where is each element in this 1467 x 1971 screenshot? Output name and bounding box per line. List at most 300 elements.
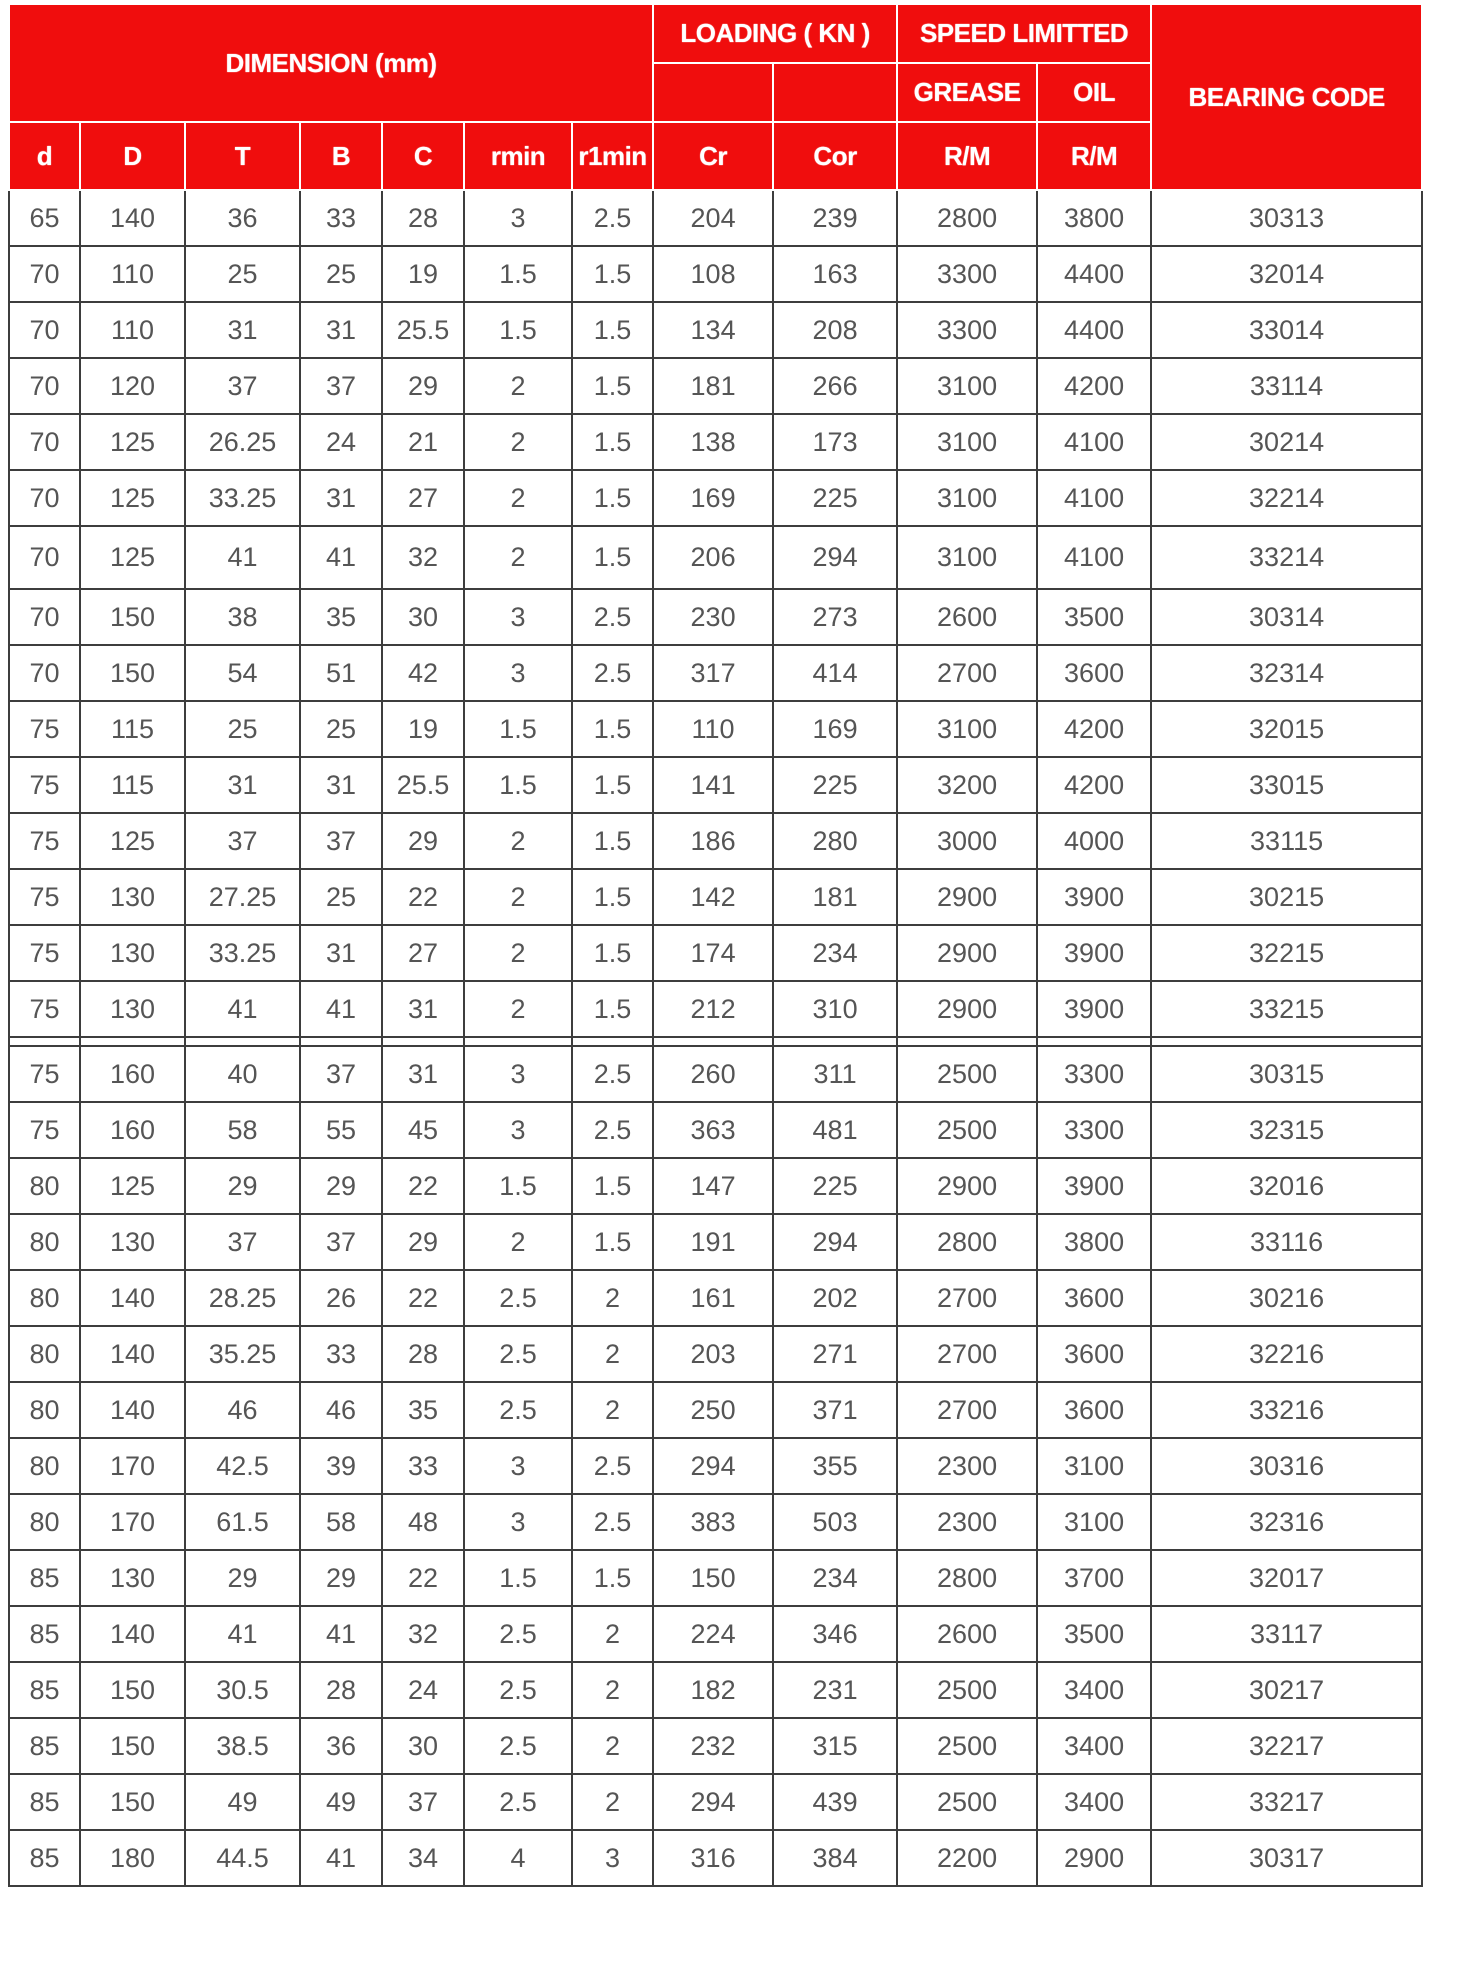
cell-d: 85: [9, 1662, 80, 1718]
cell-T: 29: [185, 1550, 300, 1606]
cell-T: 29: [185, 1158, 300, 1214]
cell-r1min: 1.5: [572, 1214, 653, 1270]
cell-cr: 212: [653, 981, 773, 1037]
cell-D: 130: [80, 869, 185, 925]
cell-cr: 161: [653, 1270, 773, 1326]
cell-B: 55: [300, 1102, 382, 1158]
cell-bearing-code: 30216: [1151, 1270, 1422, 1326]
cell-C: 32: [382, 1606, 464, 1662]
cell-B: 37: [300, 1214, 382, 1270]
cell-oil-rm: 3100: [1037, 1494, 1151, 1550]
cell-r1min: 2.5: [572, 1102, 653, 1158]
cell-d: 85: [9, 1830, 80, 1886]
cell-oil-rm: 3700: [1037, 1550, 1151, 1606]
col-header-T: T: [185, 122, 300, 190]
cell-B: 41: [300, 1606, 382, 1662]
cell-r1min: 1.5: [572, 1158, 653, 1214]
col-header-oil-rm: R/M: [1037, 122, 1151, 190]
cell-oil-rm: 4200: [1037, 757, 1151, 813]
cell-D: 140: [80, 1270, 185, 1326]
cell-cor: 355: [773, 1438, 897, 1494]
cell-r1min: 2.5: [572, 1438, 653, 1494]
cell-grease-rm: 2900: [897, 925, 1037, 981]
table-row: [9, 1158, 1422, 1214]
table-row: [9, 190, 1422, 246]
cell-B: 41: [300, 981, 382, 1037]
cell-grease-rm: 3100: [897, 701, 1037, 757]
cell-d: 80: [9, 1382, 80, 1438]
col-header-grease-rm: R/M: [897, 122, 1037, 190]
cell-D: 180: [80, 1830, 185, 1886]
cell-cr: 294: [653, 1774, 773, 1830]
cell-oil-rm: 3600: [1037, 645, 1151, 701]
cell-cr: 181: [653, 358, 773, 414]
separator-cell: [897, 1037, 1037, 1046]
cell-oil-rm: 3600: [1037, 1382, 1151, 1438]
cell-rmin: 1.5: [464, 246, 572, 302]
cell-cr: 363: [653, 1102, 773, 1158]
cell-grease-rm: 3100: [897, 414, 1037, 470]
cell-cr: 250: [653, 1382, 773, 1438]
table-row: [9, 1214, 1422, 1270]
cell-bearing-code: 30314: [1151, 589, 1422, 645]
cell-grease-rm: 2500: [897, 1102, 1037, 1158]
cell-cr: 134: [653, 302, 773, 358]
loading-cr-blank: [653, 63, 773, 122]
cell-d: 70: [9, 589, 80, 645]
cell-r1min: 2.5: [572, 190, 653, 246]
cell-grease-rm: 2900: [897, 1158, 1037, 1214]
cell-cr: 317: [653, 645, 773, 701]
cell-cor: 181: [773, 869, 897, 925]
cell-D: 125: [80, 1158, 185, 1214]
cell-D: 120: [80, 358, 185, 414]
cell-bearing-code: 32017: [1151, 1550, 1422, 1606]
cell-d: 80: [9, 1326, 80, 1382]
cell-bearing-code: 32215: [1151, 925, 1422, 981]
cell-d: 85: [9, 1774, 80, 1830]
cell-cor: 169: [773, 701, 897, 757]
table-row: [9, 1270, 1422, 1326]
table-row: [9, 1382, 1422, 1438]
cell-oil-rm: 3800: [1037, 1214, 1151, 1270]
cell-T: 54: [185, 645, 300, 701]
cell-grease-rm: 2800: [897, 1214, 1037, 1270]
cell-d: 70: [9, 246, 80, 302]
cell-d: 80: [9, 1438, 80, 1494]
cell-bearing-code: 33117: [1151, 1606, 1422, 1662]
table-row: [9, 358, 1422, 414]
cell-rmin: 3: [464, 1438, 572, 1494]
cell-oil-rm: 4200: [1037, 701, 1151, 757]
cell-T: 36: [185, 190, 300, 246]
cell-cr: 294: [653, 1438, 773, 1494]
cell-bearing-code: 32016: [1151, 1158, 1422, 1214]
cell-grease-rm: 3100: [897, 470, 1037, 526]
cell-oil-rm: 3100: [1037, 1438, 1151, 1494]
cell-D: 130: [80, 1214, 185, 1270]
cell-rmin: 3: [464, 190, 572, 246]
cell-B: 33: [300, 190, 382, 246]
cell-d: 75: [9, 757, 80, 813]
cell-d: 75: [9, 813, 80, 869]
cell-r1min: 2: [572, 1662, 653, 1718]
cell-oil-rm: 2900: [1037, 1830, 1151, 1886]
cell-cr: 174: [653, 925, 773, 981]
cell-oil-rm: 3900: [1037, 1158, 1151, 1214]
separator-cell: [773, 1037, 897, 1046]
cell-oil-rm: 4100: [1037, 470, 1151, 526]
cell-oil-rm: 3500: [1037, 589, 1151, 645]
cell-D: 130: [80, 981, 185, 1037]
cell-grease-rm: 3300: [897, 302, 1037, 358]
cell-C: 22: [382, 1158, 464, 1214]
cell-B: 41: [300, 526, 382, 589]
cell-bearing-code: 30217: [1151, 1662, 1422, 1718]
cell-cor: 384: [773, 1830, 897, 1886]
cell-C: 27: [382, 925, 464, 981]
cell-D: 110: [80, 302, 185, 358]
table-row: [9, 1662, 1422, 1718]
cell-T: 37: [185, 1214, 300, 1270]
cell-cor: 315: [773, 1718, 897, 1774]
cell-T: 44.5: [185, 1830, 300, 1886]
cell-cr: 203: [653, 1326, 773, 1382]
cell-cor: 294: [773, 526, 897, 589]
cell-r1min: 1.5: [572, 358, 653, 414]
table-row: [9, 925, 1422, 981]
cell-grease-rm: 2800: [897, 190, 1037, 246]
cell-B: 37: [300, 813, 382, 869]
separator-cell: [653, 1037, 773, 1046]
cell-cor: 371: [773, 1382, 897, 1438]
grease-header: GREASE: [897, 63, 1037, 122]
cell-oil-rm: 3800: [1037, 190, 1151, 246]
cell-cr: 186: [653, 813, 773, 869]
separator-cell: [9, 1037, 80, 1046]
cell-cor: 271: [773, 1326, 897, 1382]
bearing-code-header: BEARING CODE: [1151, 4, 1422, 190]
cell-D: 150: [80, 645, 185, 701]
cell-cr: 191: [653, 1214, 773, 1270]
cell-C: 48: [382, 1494, 464, 1550]
cell-oil-rm: 4400: [1037, 302, 1151, 358]
cell-T: 41: [185, 526, 300, 589]
cell-rmin: 1.5: [464, 1158, 572, 1214]
cell-bearing-code: 33216: [1151, 1382, 1422, 1438]
cell-oil-rm: 4000: [1037, 813, 1151, 869]
cell-T: 46: [185, 1382, 300, 1438]
cell-C: 24: [382, 1662, 464, 1718]
cell-rmin: 2.5: [464, 1718, 572, 1774]
cell-d: 75: [9, 701, 80, 757]
table-row: [9, 1326, 1422, 1382]
cell-oil-rm: 3400: [1037, 1774, 1151, 1830]
cell-C: 22: [382, 1550, 464, 1606]
cell-B: 51: [300, 645, 382, 701]
cell-oil-rm: 4200: [1037, 358, 1151, 414]
cell-grease-rm: 2300: [897, 1438, 1037, 1494]
cell-T: 61.5: [185, 1494, 300, 1550]
cell-T: 31: [185, 302, 300, 358]
cell-T: 41: [185, 981, 300, 1037]
cell-r1min: 2: [572, 1774, 653, 1830]
cell-D: 170: [80, 1494, 185, 1550]
table-row: [9, 813, 1422, 869]
cell-D: 150: [80, 1718, 185, 1774]
cell-T: 33.25: [185, 470, 300, 526]
cell-B: 39: [300, 1438, 382, 1494]
table-row: [9, 414, 1422, 470]
cell-T: 37: [185, 813, 300, 869]
cell-rmin: 2: [464, 414, 572, 470]
separator-cell: [80, 1037, 185, 1046]
cell-bearing-code: 30316: [1151, 1438, 1422, 1494]
cell-r1min: 1.5: [572, 869, 653, 925]
col-header-d: d: [9, 122, 80, 190]
cell-cr: 142: [653, 869, 773, 925]
cell-cor: 294: [773, 1214, 897, 1270]
cell-D: 140: [80, 1326, 185, 1382]
cell-rmin: 1.5: [464, 701, 572, 757]
cell-r1min: 1.5: [572, 925, 653, 981]
table-row: [9, 1550, 1422, 1606]
cell-C: 30: [382, 1718, 464, 1774]
cell-grease-rm: 3100: [897, 358, 1037, 414]
cell-cor: 234: [773, 925, 897, 981]
cell-cr: 316: [653, 1830, 773, 1886]
cell-bearing-code: 33115: [1151, 813, 1422, 869]
cell-T: 25: [185, 246, 300, 302]
cell-rmin: 2.5: [464, 1606, 572, 1662]
cell-d: 80: [9, 1270, 80, 1326]
cell-T: 42.5: [185, 1438, 300, 1494]
table-row: [9, 701, 1422, 757]
cell-rmin: 3: [464, 589, 572, 645]
cell-cr: 138: [653, 414, 773, 470]
cell-D: 160: [80, 1046, 185, 1102]
cell-cr: 147: [653, 1158, 773, 1214]
cell-cor: 173: [773, 414, 897, 470]
cell-cr: 150: [653, 1550, 773, 1606]
cell-B: 36: [300, 1718, 382, 1774]
cell-cor: 481: [773, 1102, 897, 1158]
cell-grease-rm: 3200: [897, 757, 1037, 813]
table-row: [9, 645, 1422, 701]
cell-rmin: 2.5: [464, 1382, 572, 1438]
cell-r1min: 1.5: [572, 414, 653, 470]
cell-D: 140: [80, 190, 185, 246]
cell-grease-rm: 2700: [897, 1326, 1037, 1382]
cell-bearing-code: 30315: [1151, 1046, 1422, 1102]
cell-rmin: 3: [464, 1494, 572, 1550]
cell-grease-rm: 2700: [897, 645, 1037, 701]
cell-D: 125: [80, 526, 185, 589]
cell-r1min: 1.5: [572, 981, 653, 1037]
cell-cor: 202: [773, 1270, 897, 1326]
cell-grease-rm: 2500: [897, 1718, 1037, 1774]
cell-r1min: 1.5: [572, 246, 653, 302]
cell-d: 80: [9, 1494, 80, 1550]
table-row: [9, 589, 1422, 645]
cell-B: 25: [300, 869, 382, 925]
separator-cell: [464, 1037, 572, 1046]
cell-bearing-code: 32217: [1151, 1718, 1422, 1774]
cell-grease-rm: 2700: [897, 1270, 1037, 1326]
cell-cor: 310: [773, 981, 897, 1037]
cell-T: 27.25: [185, 869, 300, 925]
separator-cell: [382, 1037, 464, 1046]
separator-cell: [572, 1037, 653, 1046]
cell-cr: 141: [653, 757, 773, 813]
cell-rmin: 2: [464, 358, 572, 414]
cell-D: 170: [80, 1438, 185, 1494]
cell-cor: 231: [773, 1662, 897, 1718]
cell-cor: 239: [773, 190, 897, 246]
cell-d: 75: [9, 981, 80, 1037]
cell-r1min: 1.5: [572, 757, 653, 813]
table-row: [9, 1494, 1422, 1550]
cell-T: 49: [185, 1774, 300, 1830]
cell-D: 150: [80, 1774, 185, 1830]
cell-d: 65: [9, 190, 80, 246]
cell-oil-rm: 4100: [1037, 526, 1151, 589]
cell-C: 33: [382, 1438, 464, 1494]
col-header-cr: Cr: [653, 122, 773, 190]
cell-rmin: 4: [464, 1830, 572, 1886]
cell-B: 49: [300, 1774, 382, 1830]
cell-bearing-code: 33114: [1151, 358, 1422, 414]
cell-bearing-code: 30317: [1151, 1830, 1422, 1886]
cell-rmin: 2: [464, 925, 572, 981]
cell-C: 37: [382, 1774, 464, 1830]
cell-bearing-code: 30214: [1151, 414, 1422, 470]
cell-D: 125: [80, 470, 185, 526]
cell-C: 31: [382, 981, 464, 1037]
cell-oil-rm: 4400: [1037, 246, 1151, 302]
cell-B: 28: [300, 1662, 382, 1718]
cell-rmin: 3: [464, 645, 572, 701]
cell-oil-rm: 3300: [1037, 1046, 1151, 1102]
cell-C: 25.5: [382, 302, 464, 358]
cell-rmin: 2.5: [464, 1326, 572, 1382]
col-header-r1min: r1min: [572, 122, 653, 190]
cell-B: 37: [300, 1046, 382, 1102]
cell-rmin: 2: [464, 1214, 572, 1270]
col-header-B: B: [300, 122, 382, 190]
cell-grease-rm: 2300: [897, 1494, 1037, 1550]
cell-cor: 266: [773, 358, 897, 414]
cell-B: 35: [300, 589, 382, 645]
cell-grease-rm: 2200: [897, 1830, 1037, 1886]
cell-D: 125: [80, 414, 185, 470]
cell-bearing-code: 32214: [1151, 470, 1422, 526]
cell-T: 25: [185, 701, 300, 757]
table-row: [9, 302, 1422, 358]
cell-C: 29: [382, 813, 464, 869]
cell-d: 70: [9, 358, 80, 414]
cell-B: 31: [300, 757, 382, 813]
cell-cr: 224: [653, 1606, 773, 1662]
cell-cor: 225: [773, 757, 897, 813]
loading-cor-blank: [773, 63, 897, 122]
cell-r1min: 2: [572, 1718, 653, 1774]
cell-T: 26.25: [185, 414, 300, 470]
cell-r1min: 2: [572, 1270, 653, 1326]
cell-D: 115: [80, 757, 185, 813]
cell-r1min: 1.5: [572, 302, 653, 358]
table-row: [9, 981, 1422, 1037]
cell-D: 150: [80, 589, 185, 645]
cell-cr: 108: [653, 246, 773, 302]
cell-oil-rm: 3400: [1037, 1718, 1151, 1774]
cell-r1min: 1.5: [572, 470, 653, 526]
cell-cr: 232: [653, 1718, 773, 1774]
cell-D: 115: [80, 701, 185, 757]
cell-bearing-code: 30215: [1151, 869, 1422, 925]
cell-C: 42: [382, 645, 464, 701]
cell-rmin: 1.5: [464, 302, 572, 358]
cell-C: 28: [382, 1326, 464, 1382]
cell-B: 26: [300, 1270, 382, 1326]
cell-cr: 230: [653, 589, 773, 645]
cell-C: 22: [382, 1270, 464, 1326]
cell-r1min: 2.5: [572, 645, 653, 701]
cell-d: 75: [9, 925, 80, 981]
cell-grease-rm: 3000: [897, 813, 1037, 869]
cell-bearing-code: 32315: [1151, 1102, 1422, 1158]
cell-D: 130: [80, 1550, 185, 1606]
cell-d: 80: [9, 1158, 80, 1214]
cell-C: 45: [382, 1102, 464, 1158]
cell-T: 31: [185, 757, 300, 813]
cell-rmin: 3: [464, 1046, 572, 1102]
cell-oil-rm: 3500: [1037, 1606, 1151, 1662]
cell-bearing-code: 32314: [1151, 645, 1422, 701]
cell-cor: 503: [773, 1494, 897, 1550]
cell-r1min: 2: [572, 1326, 653, 1382]
cell-r1min: 3: [572, 1830, 653, 1886]
cell-cr: 206: [653, 526, 773, 589]
cell-grease-rm: 2500: [897, 1662, 1037, 1718]
cell-cor: 346: [773, 1606, 897, 1662]
table-row: [9, 246, 1422, 302]
cell-d: 75: [9, 1046, 80, 1102]
cell-d: 75: [9, 869, 80, 925]
cell-C: 19: [382, 701, 464, 757]
col-header-cor: Cor: [773, 122, 897, 190]
cell-B: 31: [300, 470, 382, 526]
cell-cor: 273: [773, 589, 897, 645]
cell-oil-rm: 3300: [1037, 1102, 1151, 1158]
cell-d: 70: [9, 302, 80, 358]
cell-grease-rm: 3100: [897, 526, 1037, 589]
cell-oil-rm: 4100: [1037, 414, 1151, 470]
cell-bearing-code: 33214: [1151, 526, 1422, 589]
cell-r1min: 1.5: [572, 701, 653, 757]
table-row: [9, 1438, 1422, 1494]
separator-cell: [1037, 1037, 1151, 1046]
col-header-D: D: [80, 122, 185, 190]
cell-oil-rm: 3400: [1037, 1662, 1151, 1718]
table-row: [9, 1102, 1422, 1158]
cell-cr: 182: [653, 1662, 773, 1718]
speed-limited-header: SPEED LIMITTED: [897, 4, 1151, 63]
cell-B: 24: [300, 414, 382, 470]
table-row: [9, 1774, 1422, 1830]
cell-B: 41: [300, 1830, 382, 1886]
cell-grease-rm: 2800: [897, 1550, 1037, 1606]
